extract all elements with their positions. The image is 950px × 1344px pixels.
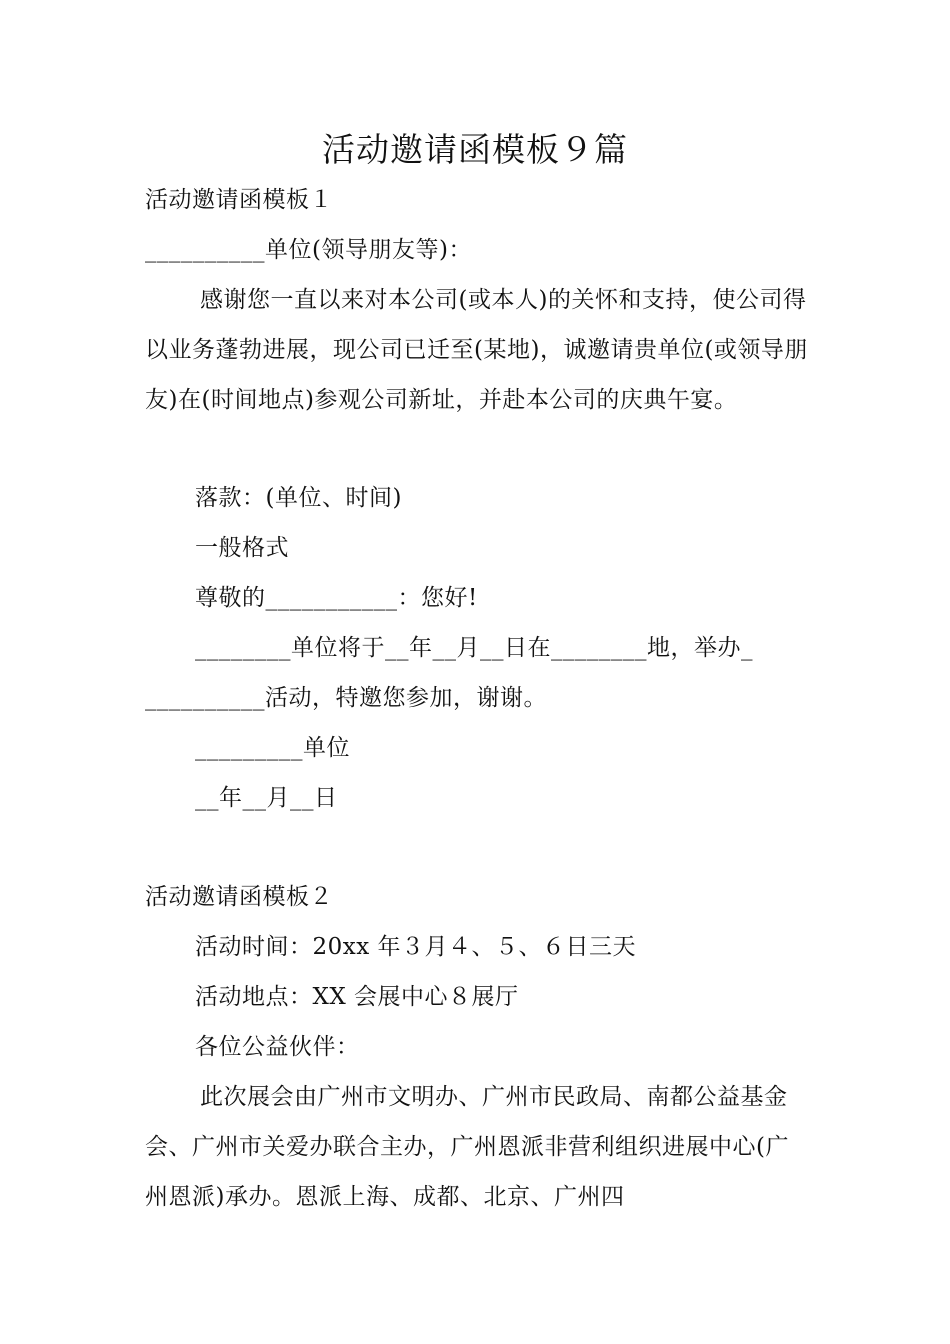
section2-heading: 活动邀请函模板２ [145,884,333,910]
section2-time: 活动时间：20xx 年３月４、５、６日三天 [195,934,637,960]
format-sign-unit: _________单位 [195,735,350,761]
section1-body-paragraph: 感谢您一直以来对本公司(或本人)的关怀和支持，使公司得以业务蓬勃进展，现公司已迁至(某地)，诚邀请贵单位(或领导朋友)在(时间地点)参观公司新址，并赴本公司的庆典午宴。 [145,287,808,413]
section1-heading: 活动邀请函模板１ [145,187,333,213]
format-heading: 一般格式 [195,535,289,561]
document-title: 活动邀请函模板９篇 [322,130,628,169]
format-sign-date: __年__月__日 [195,785,338,811]
section1-signature-note: 落款：(单位、时间) [195,485,402,511]
section2-greeting: 各位公益伙伴： [195,1034,360,1060]
section1-salutation: __________单位(领导朋友等)： [145,237,472,263]
section2-place: 活动地点：XX 会展中心８展厅 [195,984,519,1010]
format-body-line-1: ________单位将于__年__月__日在________地，举办_ [195,635,753,661]
format-body-line-2: __________活动，特邀您参加，谢谢。 [145,685,547,711]
section2-body-paragraph: 此次展会由广州市文明办、广州市民政局、南都公益基金会、广州市关爱办联合主办，广州恩派非营利组织进展中心(广州恩派)承办。恩派上海、成都、北京、广州四 [145,1084,789,1210]
format-greeting: 尊敬的___________：您好! [195,585,478,611]
